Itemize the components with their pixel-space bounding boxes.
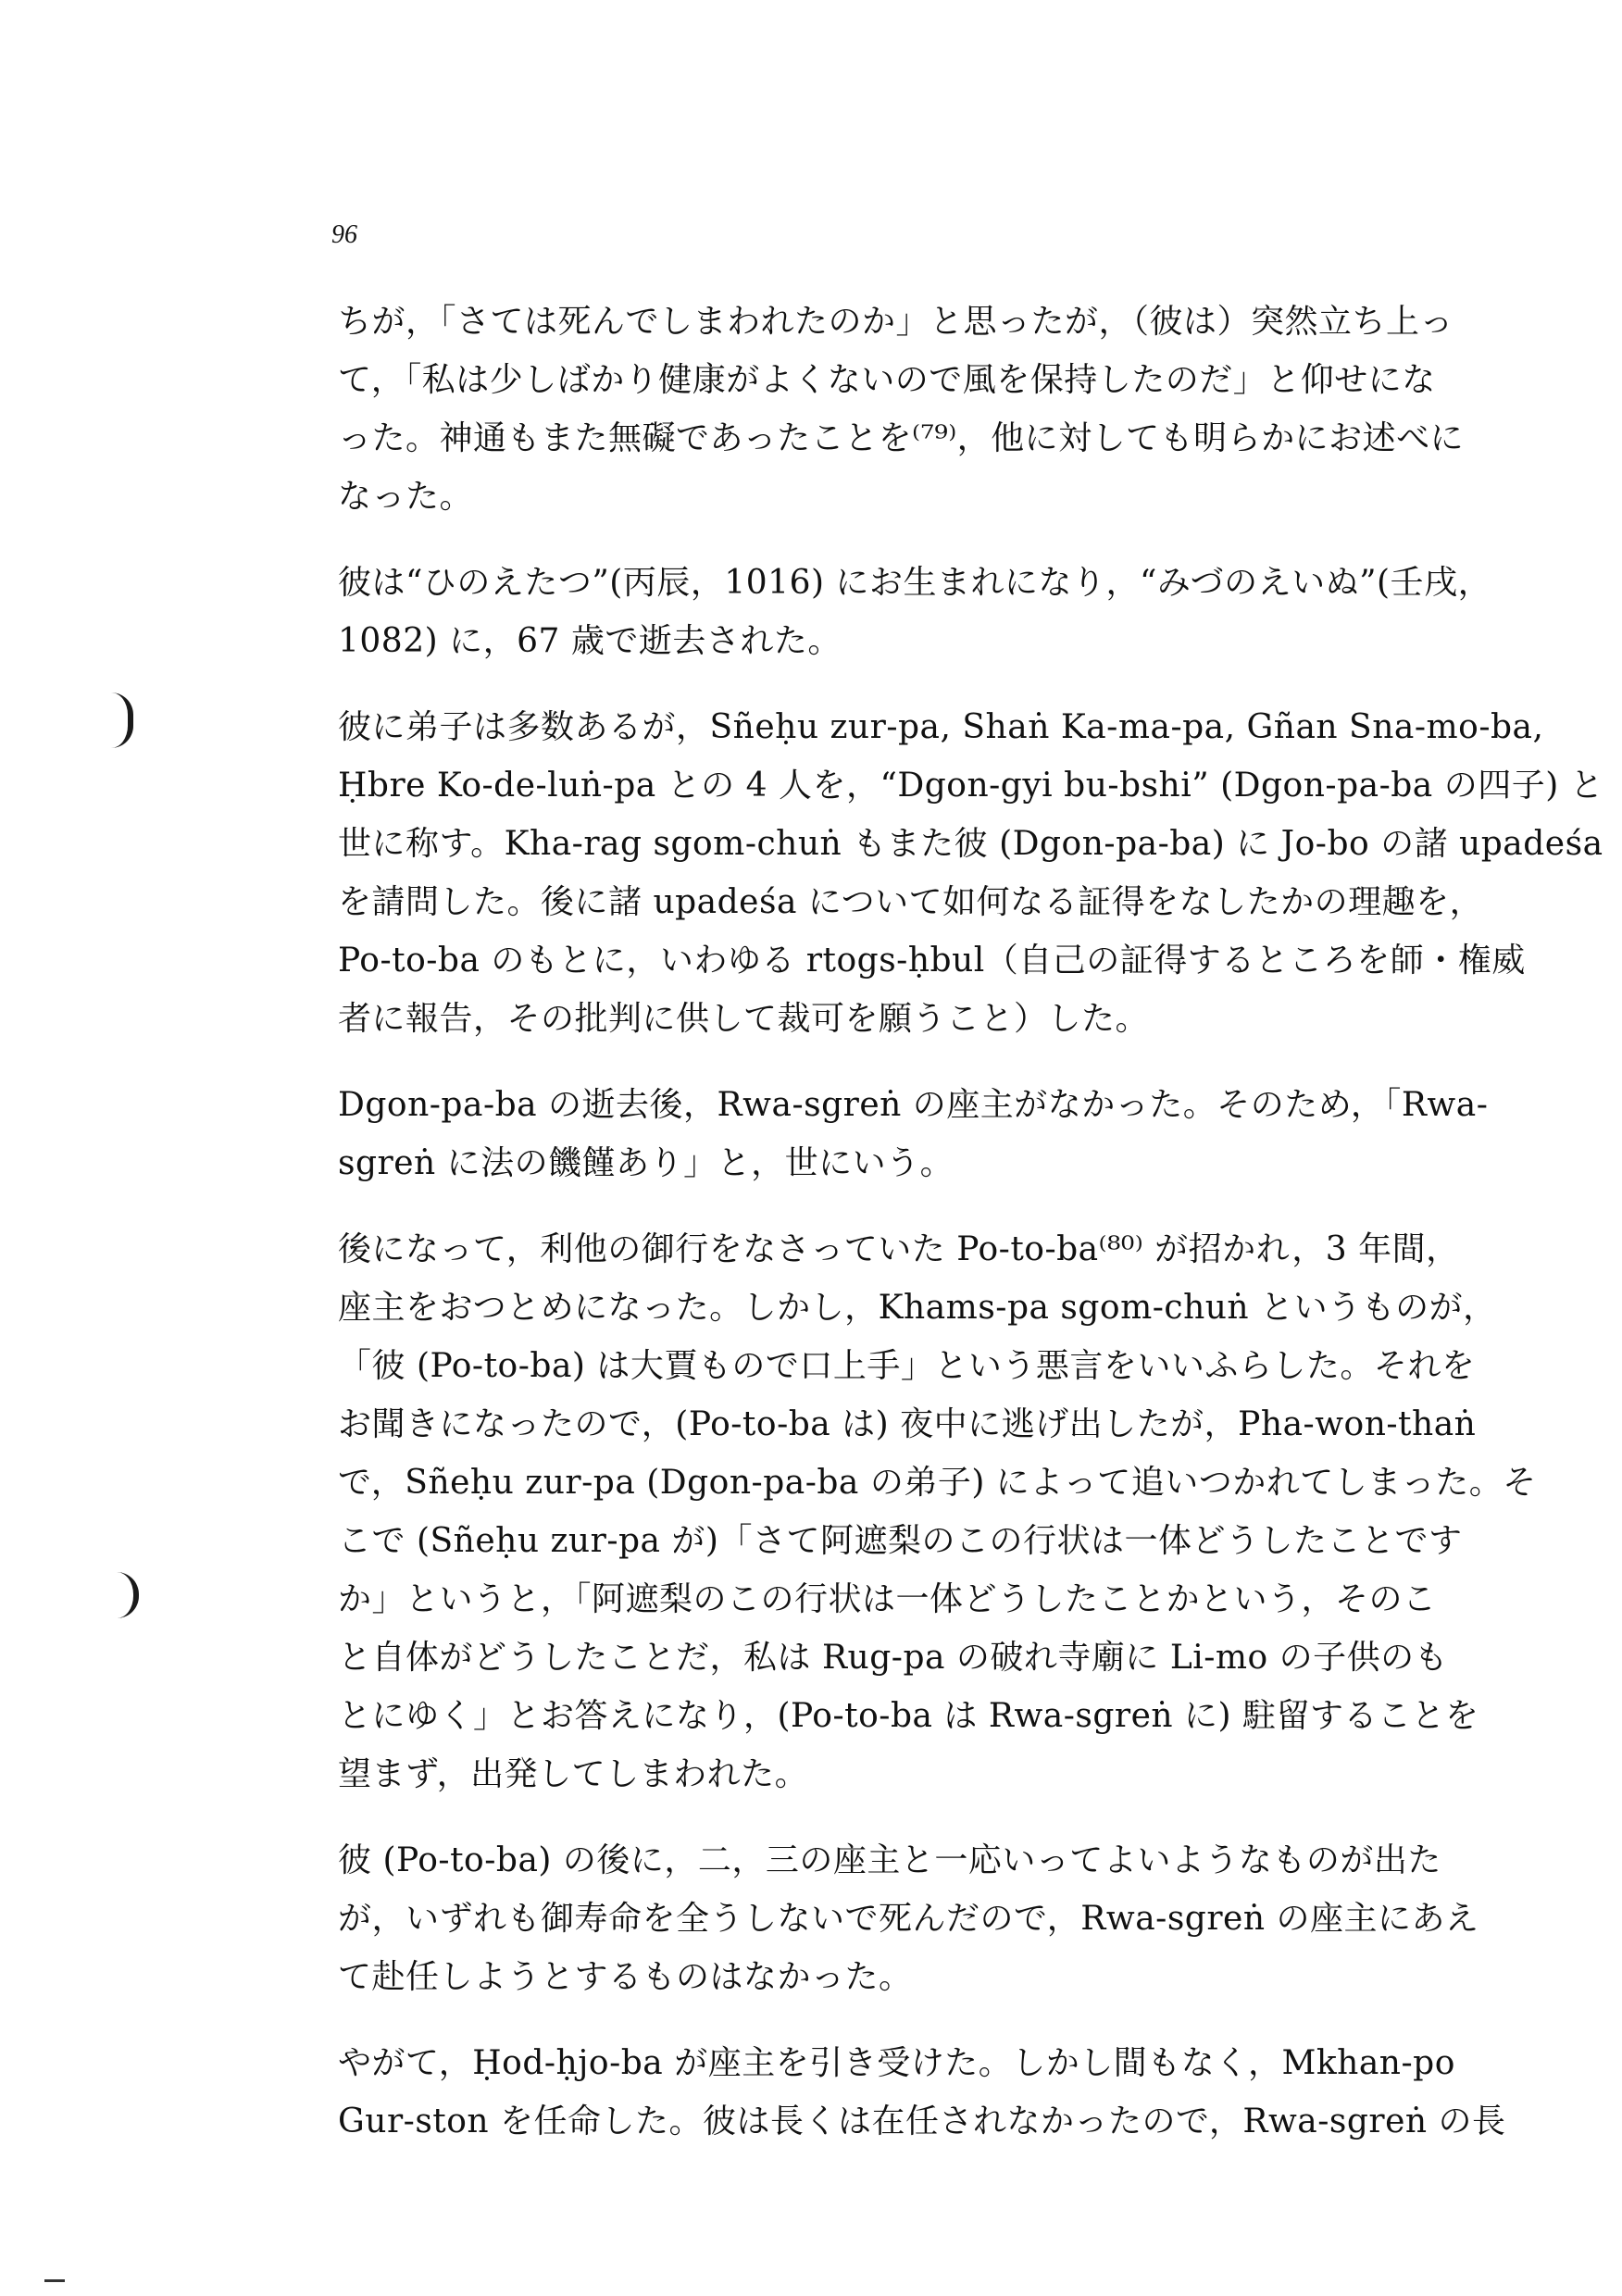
- text-line: お聞きになったので，(Po-to-ba は) 夜中に逃げ出したが，Pha-won-thaṅ: [338, 1405, 1477, 1443]
- text-line: 後になって，利他の御行をなさっていた Po-to-ba⁽⁸⁰⁾ が招かれ，3 年間，: [338, 1230, 1460, 1268]
- text-line: 彼に弟子は多数あるが，Sñeḥu zur-pa, Shaṅ Ka-ma-pa, Gñan Sna-mo-ba,: [338, 708, 1544, 746]
- text-line: を請問した。後に諸 upadeśa について如何なる証得をなしたかの理趣を，: [338, 883, 1484, 921]
- text-line: なった。: [338, 478, 474, 516]
- margin-bracket-mark: [111, 693, 133, 748]
- text-line: Ḥbre Ko-de-luṅ-pa との 4 人を，“Dgon-gyi bu-bshi” (Dgon-pa-ba の四子) と: [338, 767, 1604, 805]
- text-line: ちが，「さては死んでしまわれたのか」と思ったが，（彼は）突然立ち上っ: [338, 303, 1454, 341]
- text-line: 世に称す。Kha-rag sgom-chuṅ もまた彼 (Dgon-pa-ba) に Jo-bo の諸 upadeśa: [338, 825, 1603, 863]
- page-number: 96: [331, 220, 357, 249]
- text-line: で，Sñeḥu zur-pa (Dgon-pa-ba の弟子) によって追いつかれてしまった。そ: [338, 1464, 1537, 1502]
- text-line: こで (Sñeḥu zur-pa が)「さて阿遮梨のこの行状は一体どうしたことです: [338, 1522, 1463, 1560]
- text-line: 者に報告，その批判に供して裁可を願うこと）した。: [338, 1000, 1150, 1038]
- text-line: て赴任しようとするものはなかった。: [338, 1958, 913, 1996]
- text-line: て，「私は少しばかり健康がよくないので風を保持したのだ」と仰せにな: [338, 361, 1436, 399]
- body-text: [338, 293, 1604, 2151]
- text-line: Dgon-pa-ba の逝去後，Rwa-sgreṅ の座主がなかった。そのため，「Rwa-: [338, 1086, 1489, 1124]
- text-line: 「彼 (Po-to-ba) は大賈もので口上手」という悪言をいいふらした。それを: [338, 1347, 1476, 1385]
- text-line: Gur-ston を任命した。彼は長くは在任されなかったので，Rwa-sgreṅ の長: [338, 2103, 1506, 2140]
- paragraph-gap: [338, 2006, 1472, 2034]
- text-line: か」というと，「阿遮梨のこの行状は一体どうしたことかという，そのこ: [338, 1580, 1437, 1618]
- text-line: Po-to-ba のもとに，いわゆる rtogs-ḥbul（自己の証得するところを師・権威: [338, 942, 1526, 980]
- text-line: とにゆく」とお答えになり，(Po-to-ba は Rwa-sgreṅ に) 駐留することを: [338, 1697, 1479, 1735]
- scan-edge-mark: [44, 2279, 65, 2282]
- text-line: 彼は“ひのえたつ”(丙辰，1016) にお生まれになり，“みづのえいぬ”(壬戌，: [338, 564, 1492, 602]
- margin-bracket-mark: [117, 1572, 139, 1618]
- paragraph-gap: [338, 1048, 1472, 1076]
- text-line: と自体がどうしたことだ，私は Rug-pa の破れ寺廟に Li-mo の子供のも: [338, 1639, 1449, 1677]
- text-line: 望まず，出発してしまわれた。: [338, 1755, 809, 1793]
- text-line: やがて，Ḥod-ḥjo-ba が座主を引き受けた。しかし間もなく，Mkhan-po: [338, 2044, 1455, 2082]
- text-line: 座主をおつとめになった。しかし，Khams-pa sgom-chuṅ というものが，: [338, 1289, 1497, 1327]
- text-line: った。神通もまた無礙であったことを⁽⁷⁹⁾，他に対しても明らかにお述べに: [338, 419, 1465, 457]
- paragraph-gap: [338, 1803, 1472, 1831]
- paragraph-gap: [338, 670, 1472, 698]
- paragraph-gap: [338, 526, 1472, 554]
- paragraph-gap: [338, 1192, 1472, 1220]
- text-line: 彼 (Po-to-ba) の後に，二，三の座主と一応いってよいようなものが出た: [338, 1841, 1441, 1879]
- text-line: が，いずれも御寿命を全うしないで死んだので，Rwa-sgreṅ の座主にあえ: [338, 1900, 1479, 1938]
- text-line: sgreṅ に法の饑饉あり」と，世にいう。: [338, 1144, 954, 1182]
- text-line: 1082) に，67 歳で逝去された。: [338, 622, 842, 660]
